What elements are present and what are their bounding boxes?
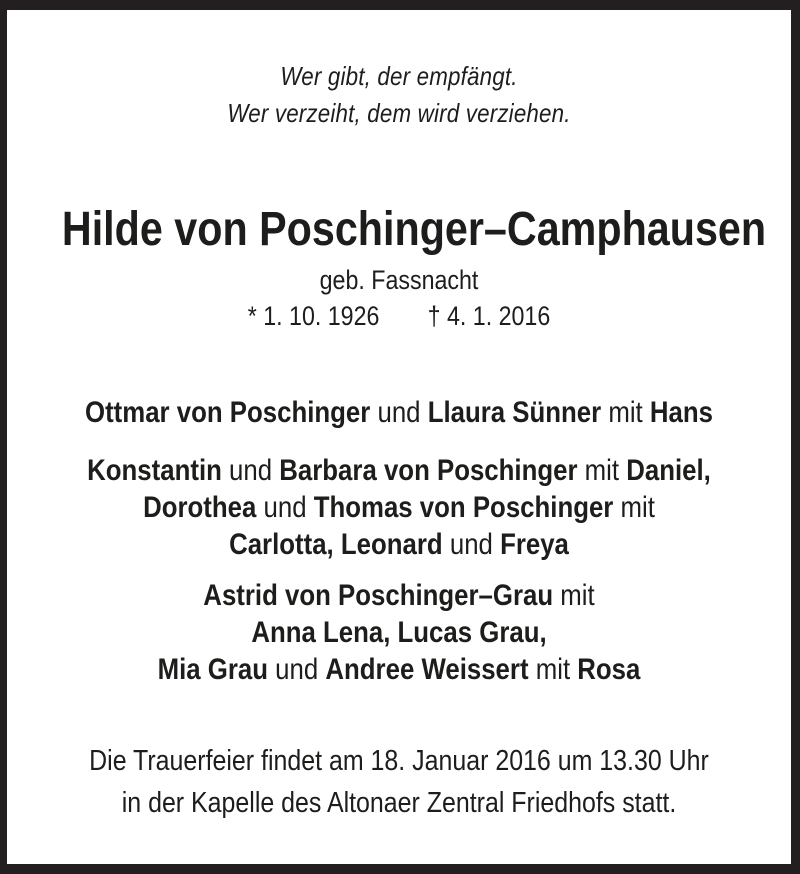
name-segment: Carlotta, Leonard [229,528,443,561]
birth-date: * 1. 10. 1926 [247,301,380,331]
name-segment: Barbara von Poschinger [279,454,578,487]
family-group-1-line-1 [62,394,736,431]
name-segment: Astrid von Poschinger–Grau [203,579,554,612]
name-segment: Dorothea [143,491,257,524]
funeral-line-2: in der Kapelle des Altonaer Zentral Friedhofs statt. [121,787,677,819]
name-segment: Mia Grau [157,653,269,686]
connector-segment: mit [577,454,627,487]
name-segment: Andree Weissert [325,653,529,686]
family-group-2 [7,452,791,563]
family-group-2-line-2 [62,489,736,526]
name-segment: Freya [500,528,569,561]
connector-segment: mit [528,653,578,686]
family-group-3-line-1 [62,577,736,614]
name-segment: Rosa [577,653,641,686]
connector-segment: und [221,454,280,487]
name-segment: Thomas von Poschinger [313,491,614,524]
death-date: † 4. 1. 2016 [427,301,551,331]
family-group-2-line-3 [62,526,736,563]
family-group-2-line-1 [62,452,736,489]
epigraph-line-1: Wer gibt, der empfängt. [280,61,518,91]
name-segment: Konstantin [87,454,222,487]
life-dates [62,298,736,334]
connector-segment: und [370,396,428,429]
connector-segment: mit [553,579,595,612]
family-group-1 [7,394,791,431]
name-segment: Llaura Sünner [427,396,602,429]
epigraph-line-2: Wer verzeiht, dem wird verziehen. [227,98,571,128]
name-segment: Daniel, [626,454,711,487]
connector-segment: mit [613,491,655,524]
connector-segment: mit [601,396,650,429]
connector-segment: und [256,491,314,524]
epigraph [7,58,791,132]
maiden-name: geb. Fassnacht [319,265,479,295]
funeral-line-1: Die Trauerfeier findet am 18. Januar 2016 um 13.30 Uhr [89,745,709,777]
family-group-3 [7,577,791,688]
connector-segment: und [442,528,501,561]
name-segment: Ottmar von Poschinger [85,396,371,429]
connector-segment: und [268,653,326,686]
funeral-details [7,740,791,824]
deceased-name: Hilde von Poschinger–Camphausen [61,203,767,256]
family-group-3-line-3 [62,651,736,688]
name-segment: Hans [649,396,713,429]
name-segment: Anna Lena, Lucas Grau, [251,616,547,649]
family-group-3-line-2 [62,614,736,651]
